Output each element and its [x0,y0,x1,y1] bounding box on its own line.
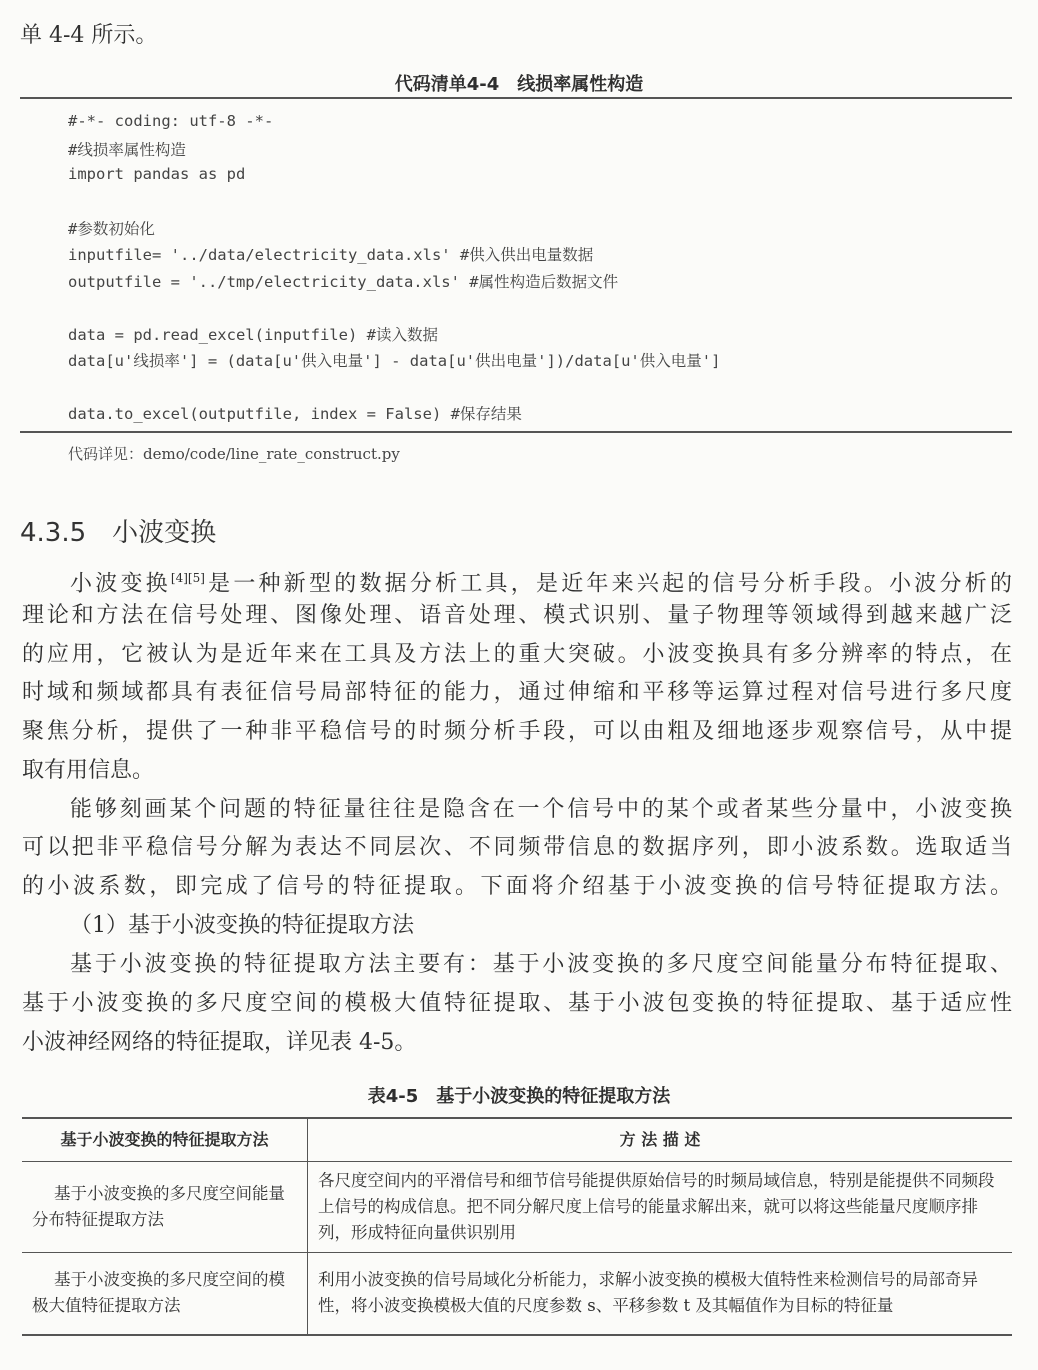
section-heading: 4.3.5 小波变换 [20,518,217,548]
code-line: #-*- coding: utf-8 -*- [68,112,274,130]
table-header-row [22,1118,1012,1162]
table-row [22,1162,1012,1253]
citation-ref: [4][5] [170,571,205,585]
code-line: data.to_excel(outputfile, index = False) #保存结果 [68,405,522,423]
paragraph-line: 取有用信息。 [22,758,155,783]
paragraph-line: 理论和方法在信号处理、图像处理、语音处理、模式识别、量子物理等领域得到越来越广泛 [22,603,1012,628]
description-cell: 各尺度空间内的平滑信号和细节信号能提供原始信号的时频局域信息，特别是能提供不同频段上信号的构成信息。把不同分解尺度上信号的能量求解出来，就可以将这些能量尺度顺序排列，形成特征向量供识别用 [308,1162,1013,1253]
paragraph-line: 的应用，它被认为是近年来在工具及方法上的重大突破。小波变换具有多分辨率的特点，在 [22,642,1012,667]
code-line: #线损率属性构造 [68,141,186,159]
method-cell: 基于小波变换的多尺度空间能量分布特征提取方法 [22,1162,308,1253]
paragraph-line: 小波神经网络的特征提取，详见表 4-5。 [22,1030,417,1055]
paragraph-line [70,563,1012,599]
code-line: import pandas as pd [68,165,246,183]
table-row [22,1253,1012,1335]
paragraph-line: 基于小波变换的特征提取方法主要有：基于小波变换的多尺度空间能量分布特征提取、 [70,952,1012,977]
code-line: outputfile = '../tmp/electricity_data.xls' #属性构造后数据文件 [68,273,619,291]
table-caption: 表4-5 基于小波变换的特征提取方法 [367,1086,671,1107]
code-top-rule [20,97,1012,99]
text: 是一种新型的数据分析工具，是近年来兴起的信号分析手段。小波分析的 [204,571,1012,597]
code-line: inputfile= '../data/electricity_data.xls' #供入供出电量数据 [68,246,594,264]
paragraph-line: 能够刻画某个问题的特征量往往是隐含在一个信号中的某个或者某些分量中，小波变换 [70,797,1012,822]
top-text: 单 4-4 所示。 [20,23,158,48]
code-source-note: 代码详见：demo/code/line_rate_construct.py [68,445,400,463]
paragraph-line: 的小波系数，即完成了信号的特征提取。下面将介绍基于小波变换的信号特征提取方法。 [22,874,1012,899]
code-line: #参数初始化 [68,220,155,238]
paragraph-line: 聚焦分析，提供了一种非平稳信号的时频分析手段，可以由粗及细地逐步观察信号，从中提 [22,719,1012,744]
paragraph-line: 基于小波变换的多尺度空间的模极大值特征提取、基于小波包变换的特征提取、基于适应性 [22,991,1012,1016]
term: 小波变换 [70,571,171,597]
column-header: 方 法 描 述 [308,1118,1013,1162]
code-bottom-rule [20,431,1012,433]
subheading: （1）基于小波变换的特征提取方法 [70,913,414,938]
paragraph-line: 可以把非平稳信号分解为表达不同层次、不同频带信息的数据序列，即小波系数。选取适当 [22,835,1012,860]
description-cell: 利用小波变换的信号局域化分析能力，求解小波变换的模极大值特性来检测信号的局部奇异性，将小波变换模极大值的尺度参数 s、平移参数 t 及其幅值作为目标的特征量 [308,1253,1013,1335]
column-header: 基于小波变换的特征提取方法 [22,1118,308,1162]
code-listing-caption: 代码清单4-4 线损率属性构造 [394,74,644,95]
method-cell: 基于小波变换的多尺度空间的模极大值特征提取方法 [22,1253,308,1335]
paragraph-line: 时域和频域都具有表征信号局部特征的能力，通过伸缩和平移等运算过程对信号进行多尺度 [22,680,1012,705]
code-line: data[u'线损率'] = (data[u'供入电量'] - data[u'供出电量'])/data[u'供入电量'] [68,352,721,370]
code-line: data = pd.read_excel(inputfile) #读入数据 [68,326,438,344]
feature-extraction-table [22,1117,1012,1336]
